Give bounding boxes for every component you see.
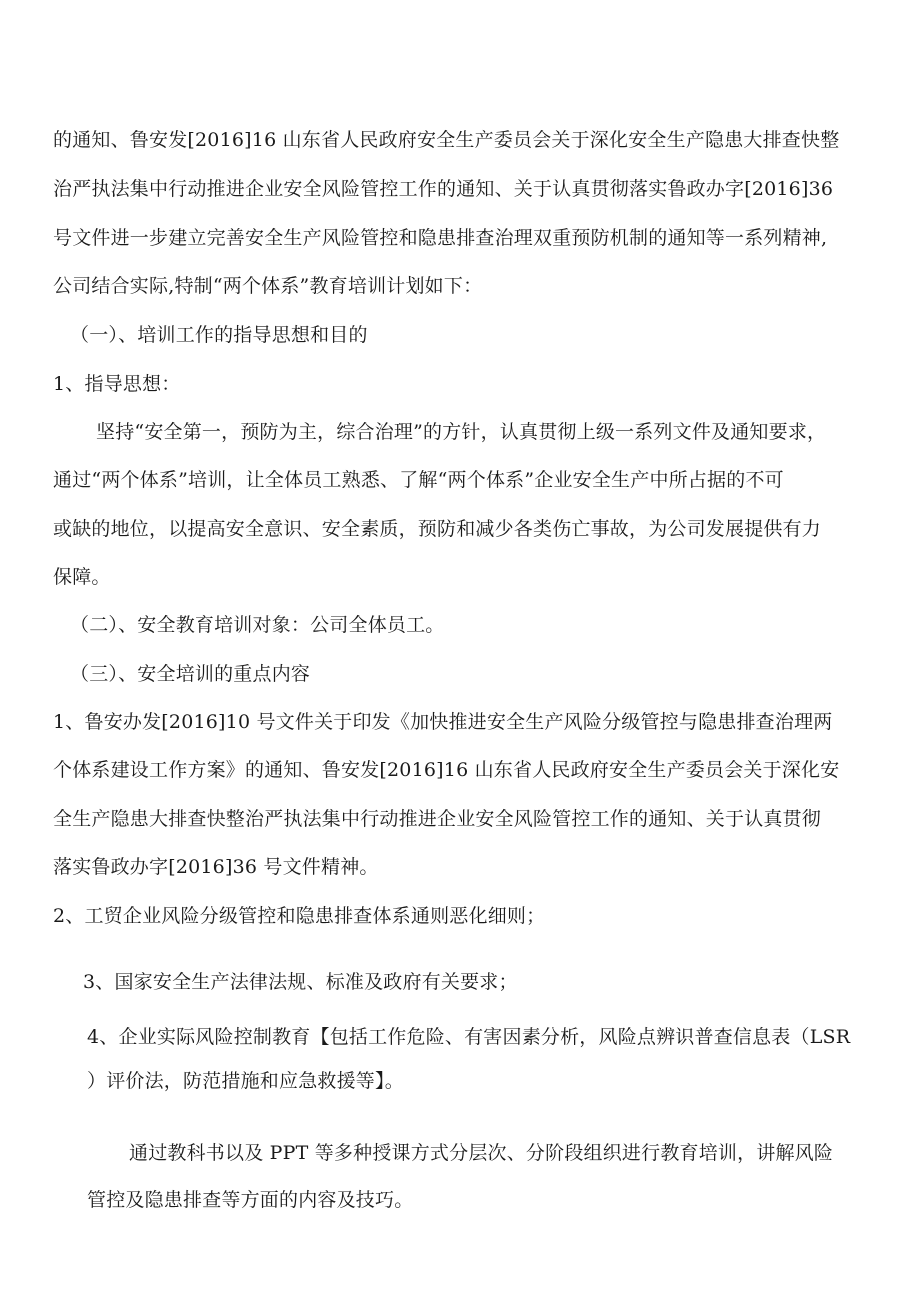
content-item-4-line-2: ）评价法，防范措施和应急救援等】。 — [87, 1070, 404, 1092]
section-1-heading: （一）、培训工作的指导思想和目的 — [70, 324, 368, 346]
guiding-thought-line-4: 保障。 — [53, 566, 111, 588]
content-item-1-line-2: 个体系建设工作方案》的通知、鲁安发[2016]16 山东省人民政府安全生产委员会关于深化安 — [53, 759, 840, 781]
content-item-3: 3、国家安全生产法律法规、标准及政府有关要求； — [83, 971, 518, 993]
guiding-thought-line-2: 通过“两个体系”培训，让全体员工熟悉、了解“两个体系”企业安全生产中所占据的不可 — [53, 469, 784, 491]
content-item-1-line-1: 1、鲁安办发[2016]10 号文件关于印发《加快推进安全生产风险分级管控与隐患排查治理两 — [53, 711, 833, 733]
content-item-1-line-3: 全生产隐患大排查快整治严执法集中行动推进企业安全风险管控工作的通知、关于认真贯彻 — [53, 808, 822, 830]
content-item-4-line-1: 4、企业实际风险控制教育【包括工作危险、有害因素分析，风险点辨识普查信息表（LSR — [87, 1026, 851, 1048]
guiding-thought-heading: 1、指导思想： — [53, 373, 181, 395]
guiding-thought-line-1: 坚持“安全第一，预防为主，综合治理”的方针，认真贯彻上级一系列文件及通知要求， — [96, 421, 827, 443]
guiding-thought-line-3: 或缺的地位，以提高安全意识、安全素质，预防和减少各类伤亡事故，为公司发展提供有力 — [53, 518, 822, 540]
training-method-line-1: 通过教科书以及 PPT 等多种授课方式分层次、分阶段组织进行教育培训，讲解风险 — [129, 1142, 834, 1164]
training-method-line-2: 管控及隐患排查等方面的内容及技巧。 — [87, 1189, 414, 1211]
intro-line-3: 号文件进一步建立完善安全生产风险管控和隐患排查治理双重预防机制的通知等一系列精神, — [53, 227, 828, 249]
content-item-1-line-4: 落实鲁政办字[2016]36 号文件精神。 — [53, 856, 379, 878]
section-2-heading: （二）、安全教育培训对象：公司全体员工。 — [70, 614, 445, 636]
intro-line-4: 公司结合实际,特制“两个体系”教育培训计划如下： — [53, 275, 483, 297]
intro-line-1: 的通知、鲁安发[2016]16 山东省人民政府安全生产委员会关于深化安全生产隐患大排查快整 — [53, 129, 840, 151]
section-3-heading: （三）、安全培训的重点内容 — [70, 663, 311, 685]
content-item-2: 2、工贸企业风险分级管控和隐患排查体系通则恶化细则； — [53, 905, 546, 927]
intro-line-2: 治严执法集中行动推进企业安全风险管控工作的通知、关于认真贯彻落实鲁政办字[2016]36 — [53, 178, 834, 200]
